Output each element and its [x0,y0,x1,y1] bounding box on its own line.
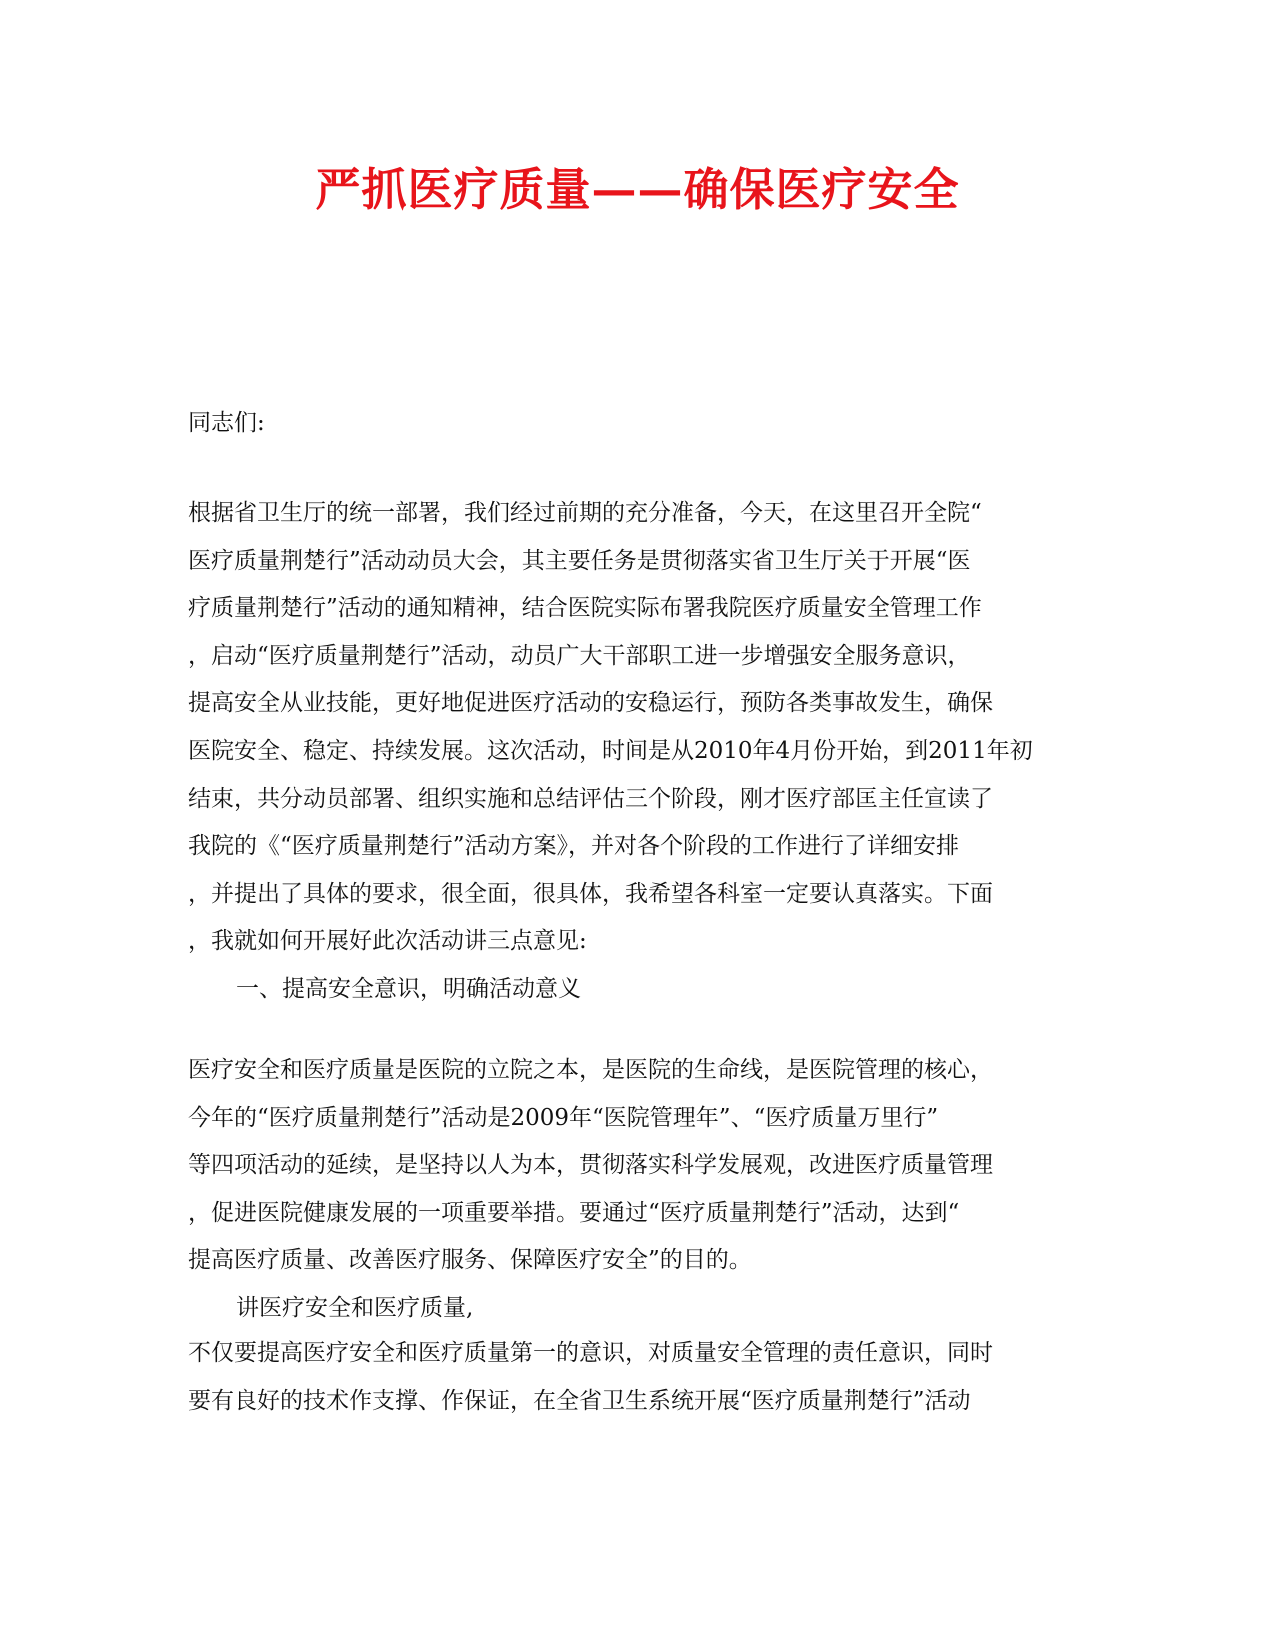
paragraph-2-line: 今年的“医疗质量荆楚行”活动是2009年“医院管理年”、“医疗质量万里行” [188,1104,939,1131]
paragraph-2-line: 提高医疗质量、改善医疗服务、保障医疗安全”的目的。 [188,1247,752,1274]
paragraph-3-lead: 讲医疗安全和医疗质量, [236,1294,474,1321]
page-title: 严抓医疗质量——确保医疗安全 [315,163,960,216]
paragraph-2-line: 等四项活动的延续，是坚持以人为本，贯彻落实科学发展观，改进医疗质量管理 [188,1152,993,1179]
paragraph-2-line: ，促进医院健康发展的一项重要举措。要通过“医疗质量荆楚行”活动，达到“ [188,1199,960,1226]
paragraph-3-line: 不仅要提高医疗安全和医疗质量第一的意识，对质量安全管理的责任意识，同时 [188,1340,993,1366]
paragraph-3-line: 要有良好的技术作支撑、作保证，在全省卫生系统开展“医疗质量荆楚行”活动 [188,1387,971,1414]
paragraph-2 [188,1047,1088,1333]
paragraph-2-line: 医疗安全和医疗质量是医院的立院之本，是医院的生命线，是医院管理的核心， [188,1057,993,1083]
paragraph-1-line: 医院安全、稳定、持续发展。这次活动，时间是从2010年4月份开始，到2011年初 [188,737,1033,764]
paragraph-1-line: 我院的《“医疗质量荆楚行”活动方案》，并对各个阶段的工作进行了详细安排 [188,833,960,860]
paragraph-1-line: ，我就如何开展好此次活动讲三点意见: [188,928,587,955]
salutation: 同志们: [188,410,265,436]
paragraph-1-line: 提高安全从业技能，更好地促进医疗活动的安稳运行，预防各类事故发生，确保 [188,690,993,717]
salutation-block [188,400,1088,448]
paragraph-1-line: ，并提出了具体的要求，很全面，很具体，我希望各科室一定要认真落实。下面 [188,880,993,907]
paragraph-3 [188,1330,1088,1425]
paragraph-1-line: 医疗质量荆楚行”活动动员大会，其主要任务是贯彻落实省卫生厅关于开展“医 [188,547,971,574]
paragraph-1-line: 根据省卫生厅的统一部署，我们经过前期的充分准备，今天，在这里召开全院“ [188,500,982,526]
paragraph-1 [188,490,1088,1014]
paragraph-1-line: 结束，共分动员部署、组织实施和总结评估三个阶段，刚才医疗部匡主任宣读了 [188,785,993,812]
paragraph-1-line: ，启动“医疗质量荆楚行”活动，动员广大干部职工进一步增强安全服务意识， [188,642,971,669]
section-heading-1: 一、提高安全意识，明确活动意义 [236,975,581,1002]
paragraph-1-line: 疗质量荆楚行”活动的通知精神，结合医院实际布署我院医疗质量安全管理工作 [188,595,982,622]
